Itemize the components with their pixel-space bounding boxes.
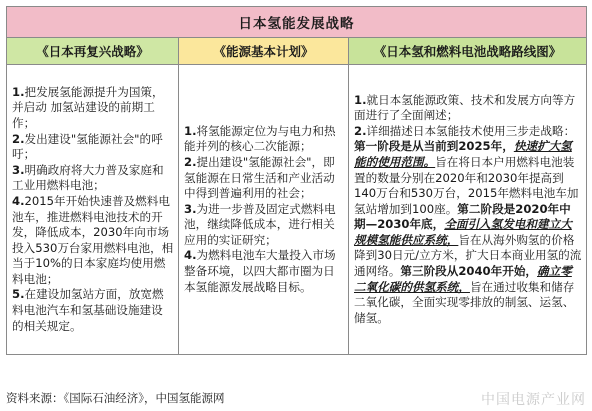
stage-1-goal: 快速扩大氢能的使用范围。 bbox=[354, 139, 572, 169]
roadmap-cell bbox=[349, 65, 587, 355]
item-text: 提出建设"氢能源社会"，即氢能源在日常生活和产业活动中得到普遍利用的社会； bbox=[184, 154, 335, 201]
item-number: 1. bbox=[354, 92, 367, 107]
list-item bbox=[184, 202, 344, 249]
item-text: 把发展氢能源提升为国策，并启动 加氢站建设的前期工作； bbox=[12, 84, 164, 130]
list-item bbox=[12, 163, 174, 194]
strategy-table bbox=[6, 6, 587, 355]
source-note: 资料来源：《国际石油经济》，中国氢能源网 bbox=[6, 391, 225, 405]
stage-3-goal: 确立零二氧化碳的供氢系统， bbox=[354, 264, 572, 294]
item-text: 2015年开始快速普及燃料电池车，推进燃料电池技术的开发，降低成本，2030年向市场投入530万台家用燃料电池，相当于10%的日本家庭均使用燃料电池； bbox=[12, 193, 174, 286]
item-number: 2. bbox=[354, 123, 367, 138]
stage-1-text: 旨在将日本户用燃料电池装置的数量分别在2020年和2030年提高到140万台和530万台，2015年燃料电池车加氢站增加到100座。 bbox=[354, 154, 579, 216]
list-item bbox=[12, 194, 174, 288]
item-number: 4. bbox=[184, 248, 197, 263]
item-number: 1. bbox=[184, 123, 197, 138]
stage-2-label: 第二阶段是2020年中期—2030年底， bbox=[354, 201, 571, 232]
item-number: 3. bbox=[184, 201, 197, 216]
item-text: 发出建设"氢能源社会"的呼吁； bbox=[12, 131, 163, 162]
item-text: 为燃料电池车大量投入市场整备环境，以四大都市圈为日本氢能源发展战略目标。 bbox=[184, 248, 336, 294]
stage-2-goal: 全面引入氢发电和建立大规模氢能供应系统， bbox=[354, 217, 572, 247]
list-item bbox=[12, 287, 174, 334]
item-text: 为进一步普及固定式燃料电池，继续降低成本，进行相关应用的实证研究； bbox=[184, 201, 336, 247]
item-text: 在建设加氢站方面，放宽燃料电池汽车和氢基础设施建设的相关规定。 bbox=[12, 287, 164, 333]
item-text: 将氢能源定位为与电力和热能并列的核心二次能源； bbox=[184, 123, 336, 154]
list-item bbox=[12, 132, 174, 163]
strategy-table-wrapper bbox=[6, 6, 586, 355]
table-title: 日本氢能发展战略 bbox=[7, 7, 587, 38]
list-item bbox=[354, 93, 582, 124]
item-number: 3. bbox=[12, 162, 25, 177]
column-header-roadmap: 《日本氢和燃料电池战略路线图》 bbox=[349, 38, 587, 65]
column-header-revival-strategy: 《日本再复兴战略》 bbox=[7, 38, 179, 65]
item-text: 就日本氢能源政策、技术和发展方向等方面进行了全面阐述； bbox=[354, 92, 576, 123]
item-number: 4. bbox=[12, 193, 25, 208]
list-item bbox=[184, 155, 344, 202]
watermark: 中国电源产业网 bbox=[481, 392, 586, 408]
list-item bbox=[12, 85, 174, 132]
revival-strategy-cell bbox=[7, 65, 179, 355]
item-number: 5. bbox=[12, 287, 25, 302]
item-text: 明确政府将大力普及家庭和工业用燃料电池； bbox=[12, 162, 164, 193]
list-item bbox=[184, 124, 344, 155]
item-number: 1. bbox=[12, 84, 25, 99]
stage-3-text: 旨在通过收集和储存二氧化碳，全面实现零排放的制氢、运氢、储氢。 bbox=[354, 279, 575, 325]
list-item bbox=[354, 124, 582, 327]
stage-2-text: 旨在从海外购氢的价格降到30日元/立方米，扩大日本商业用氢的流通网络。 bbox=[354, 232, 582, 279]
stage-1-label: 第一阶段是从当前到2025年， bbox=[354, 139, 514, 154]
energy-plan-cell bbox=[179, 65, 349, 355]
stage-3-label: 第三阶段从2040年开始， bbox=[400, 264, 538, 279]
item-text: 详细描述日本氢能技术使用三步走战略： bbox=[366, 123, 576, 138]
item-number: 2. bbox=[184, 154, 197, 169]
list-item bbox=[184, 248, 344, 295]
item-number: 2. bbox=[12, 131, 25, 146]
column-header-energy-plan: 《能源基本计划》 bbox=[179, 38, 349, 65]
